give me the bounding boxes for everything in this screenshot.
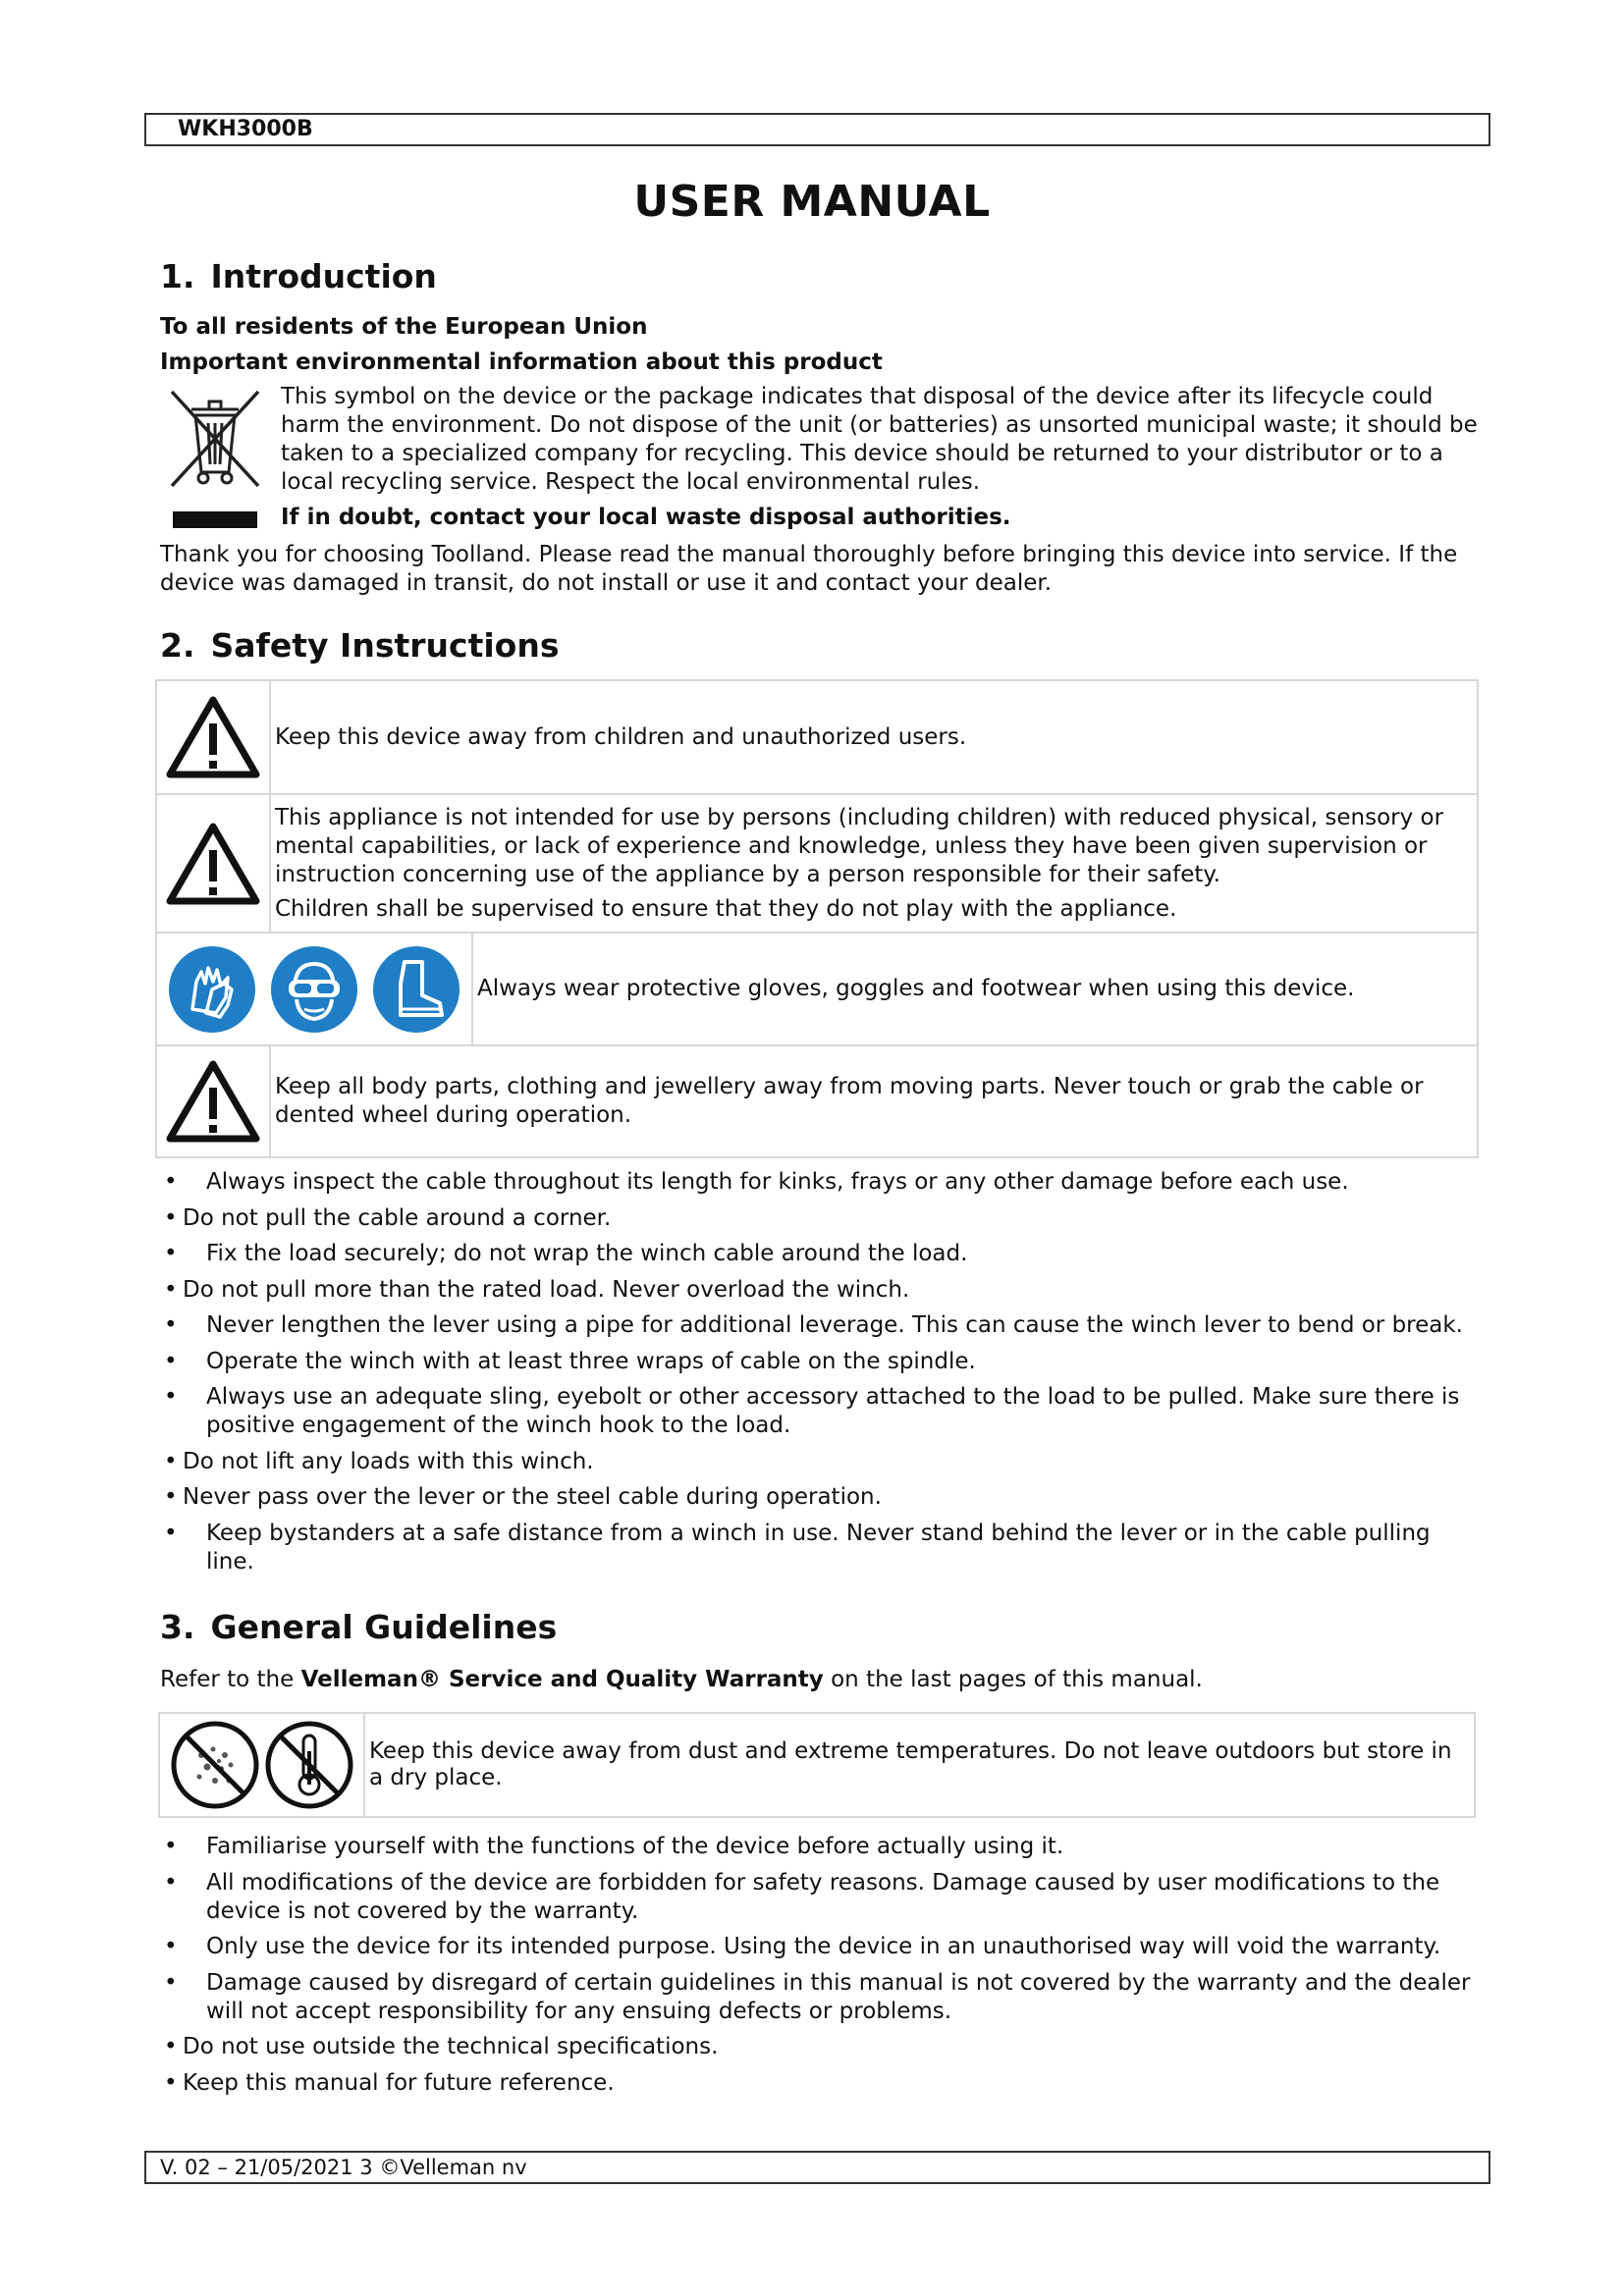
weee-black-bar	[173, 511, 257, 528]
list-item: • Do not lift any loads with this winch.	[164, 1448, 594, 1474]
page-footer	[144, 2151, 1490, 2184]
list-item-text: All modifications of the device are forbidden for safety reasons. Damage caused by user modifications to the device is not covered by the warranty.	[206, 1869, 1440, 1924]
list-item-text: Never pass over the lever or the steel cable during operation.	[183, 1484, 882, 1510]
list-item: • Always use an adequate sling, eyebolt or other accessory attached to the load to be pulled. Make sure there is positive engagement of the winch hook to the load.	[164, 1384, 1460, 1438]
list-item-text: Always use an adequate sling, eyebolt or other accessory attached to the load to be pulled. Make sure there is positive engagement of the winch hook to the load.	[206, 1384, 1460, 1438]
safety-text	[271, 795, 1477, 932]
section-number: 1.	[160, 257, 195, 295]
safety-row-text-2: Children shall be supervised to ensure that they do not play with the appliance.	[275, 895, 1177, 922]
section-title: General Guidelines	[210, 1608, 558, 1646]
list-item: • Keep this manual for future reference.	[164, 2069, 615, 2096]
list-item: • Operate the winch with at least three wraps of cable on the spindle.	[164, 1348, 976, 1374]
guidelines-table	[158, 1712, 1476, 1818]
safety-table	[155, 679, 1479, 1158]
guideline-text: Keep this device away from dust and extreme temperatures. Do not leave outdoors but store in a dry place.	[369, 1738, 1452, 1790]
model-number: WKH3000B	[178, 117, 313, 141]
list-item-text: Do not pull more than the rated load. Never overload the winch.	[183, 1276, 910, 1303]
section-1-heading	[160, 257, 437, 295]
env-info-text: This symbol on the device or the package indicates that disposal of the device after its lifecycle could harm the environment. Do not dispose of the unit (or batteries) as unsorted municipal waste; it should be taken to a specialized company for recycling. This device should be returned to your distributor or to a local recycling service. Respect the local environmental rules.	[281, 384, 1478, 495]
safety-text	[473, 934, 1477, 1044]
list-item: • Always inspect the cable throughout its length for kinks, frays or any other damage before each use.	[164, 1169, 1349, 1195]
list-item-text: Do not lift any loads with this winch.	[183, 1448, 594, 1474]
list-item: • Familiarise yourself with the functions of the device before actually using it.	[164, 1834, 1064, 1859]
section-number: 2.	[160, 626, 195, 665]
list-item: • Never pass over the lever or the steel cable during operation.	[164, 1484, 882, 1510]
safety-row-text: This appliance is not intended for use by persons (including children) with reduced physical, sensory or mental capabilities, or lack of experience and knowledge, unless they have been given supervision or instruction concerning use of the appliance by a person responsible for their safety.	[275, 804, 1444, 887]
list-item-text: Keep this manual for future reference.	[183, 2069, 615, 2096]
safety-row	[157, 795, 1477, 934]
warranty-reference	[160, 1666, 1476, 1694]
eu-residents-line: To all residents of the European Union	[160, 314, 648, 340]
guideline-icons	[160, 1714, 365, 1816]
weee-crossed-bin-icon	[162, 386, 268, 492]
section-2-heading	[160, 626, 559, 665]
warranty-reference-pre: Refer to the	[160, 1667, 301, 1692]
list-item: • Keep bystanders at a safe distance from a winch in use. Never stand behind the lever or in the cable pulling line.	[164, 1520, 1431, 1575]
list-item: • Fix the load securely; do not wrap the winch cable around the load.	[164, 1241, 968, 1266]
footer-text: V. 02 – 21/05/2021 3 ©Velleman nv	[160, 2156, 527, 2179]
list-item-text: Keep bystanders at a safe distance from a winch in use. Never stand behind the lever or in the cable pulling line.	[206, 1520, 1431, 1575]
list-item-text: Do not use outside the technical specifications.	[183, 2034, 719, 2059]
no-dust-icon	[170, 1720, 260, 1810]
safety-row-text: Keep this device away from children and unauthorized users.	[275, 723, 967, 750]
safety-row	[157, 934, 1477, 1046]
warranty-reference-post: on the last pages of this manual.	[823, 1667, 1203, 1692]
list-item-text: Always inspect the cable throughout its length for kinks, frays or any other damage before each use.	[206, 1169, 1349, 1195]
list-item: • All modifications of the device are forbidden for safety reasons. Damage caused by user modifications to the device is not covered by the warranty.	[164, 1869, 1440, 1924]
env-contact-note: If in doubt, contact your local waste disposal authorities.	[281, 505, 1011, 530]
safety-row	[157, 1046, 1477, 1156]
section-number: 3.	[160, 1608, 195, 1646]
safety-row-text: Always wear protective gloves, goggles and footwear when using this device.	[477, 976, 1355, 1001]
page-header	[144, 113, 1490, 146]
list-item: • Do not use outside the technical specifications.	[164, 2034, 719, 2059]
section-title: Safety Instructions	[210, 626, 560, 665]
list-item-text: Familiarise yourself with the functions of the device before actually using it.	[206, 1834, 1064, 1859]
safety-bullet-list	[160, 1168, 1481, 1583]
guidelines-bullet-list	[160, 1833, 1481, 2105]
list-item: • Do not pull the cable around a corner.	[164, 1204, 612, 1231]
thank-you-text: Thank you for choosing Toolland. Please read the manual thoroughly before bringing this device into service. If the device was damaged in transit, do not install or use it and contact your dealer.	[160, 542, 1458, 596]
list-item-text: Fix the load securely; do not wrap the winch cable around the load.	[206, 1241, 968, 1266]
section-3-heading	[160, 1608, 557, 1646]
list-item: • Do not pull more than the rated load. Never overload the winch.	[164, 1276, 910, 1303]
list-item-text: Operate the winch with at least three wraps of cable on the spindle.	[206, 1348, 976, 1374]
ppe-icons	[157, 934, 473, 1044]
safety-row-text: Keep all body parts, clothing and jewellery away from moving parts. Never touch or grab the cable or dented wheel during operation.	[275, 1074, 1424, 1128]
no-extreme-temperature-icon	[264, 1720, 354, 1810]
warning-icon	[157, 795, 271, 932]
document-title: USER MANUAL	[633, 177, 991, 227]
warning-icon	[157, 681, 271, 793]
boots-icon	[371, 944, 461, 1035]
goggles-icon	[269, 944, 359, 1035]
section-title: Introduction	[210, 257, 437, 295]
list-item: • Never lengthen the lever using a pipe for additional leverage. This can cause the winch lever to bend or break.	[164, 1312, 1463, 1338]
warranty-reference-bold: Velleman® Service and Quality Warranty	[300, 1667, 824, 1692]
list-item-text: Only use the device for its intended purpose. Using the device in an unauthorised way will void the warranty.	[206, 1934, 1441, 1959]
list-item-text: Damage caused by disregard of certain guidelines in this manual is not covered by the warranty and the dealer will not accept responsibility for any ensuing defects or problems.	[206, 1969, 1471, 2024]
list-item: • Only use the device for its intended purpose. Using the device in an unauthorised way will void the warranty.	[164, 1934, 1441, 1959]
list-item-text: Do not pull the cable around a corner.	[183, 1204, 612, 1231]
safety-text	[271, 1046, 1477, 1156]
list-item: • Damage caused by disregard of certain guidelines in this manual is not covered by the warranty and the dealer will not accept responsibility for any ensuing defects or problems.	[164, 1969, 1471, 2024]
gloves-icon	[167, 944, 257, 1035]
safety-row	[157, 681, 1477, 795]
warning-icon	[157, 1046, 271, 1156]
list-item-text: Never lengthen the lever using a pipe for additional leverage. This can cause the winch lever to bend or break.	[206, 1312, 1463, 1338]
env-info-heading: Important environmental information about this product	[160, 349, 883, 375]
safety-text	[271, 681, 1477, 793]
